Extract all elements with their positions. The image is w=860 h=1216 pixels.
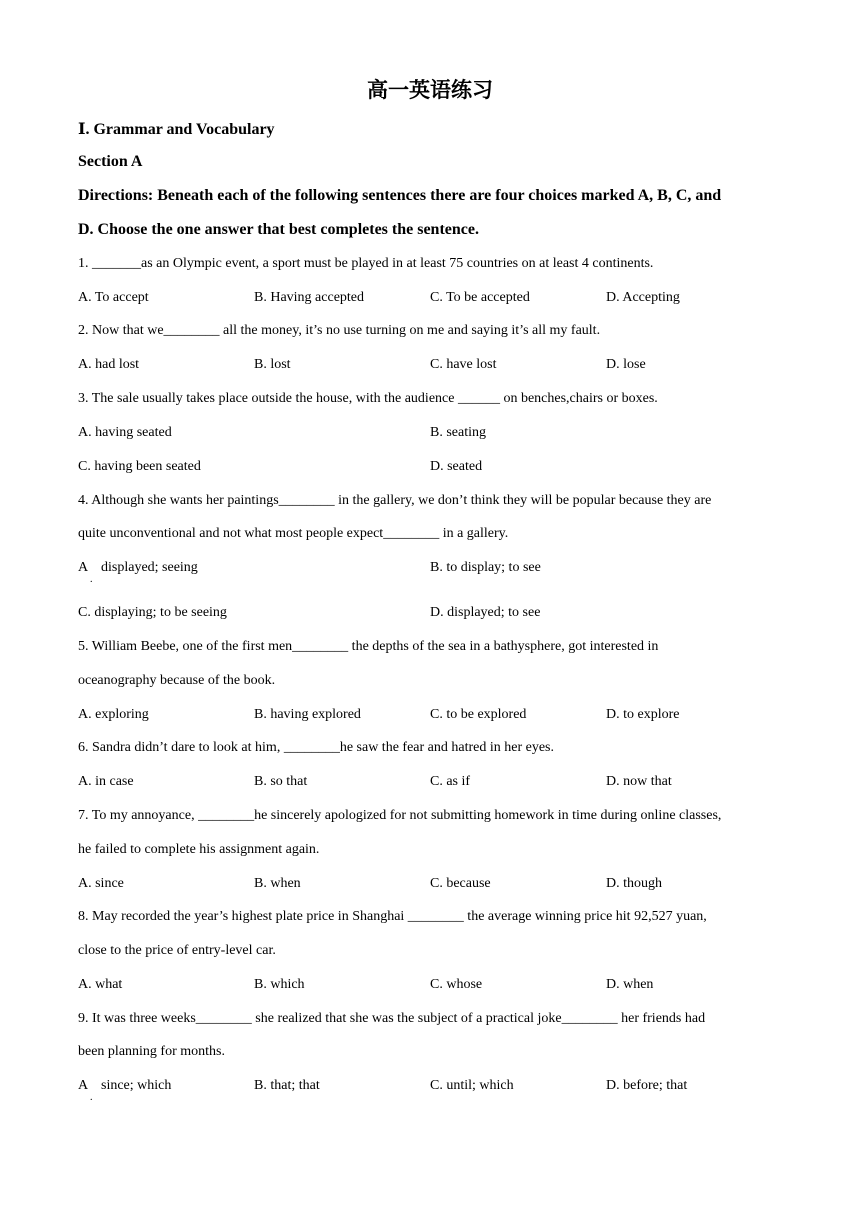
question-1-option-a: A. To accept [78, 290, 149, 305]
question-8-option-c: C. whose [430, 977, 483, 992]
question-1-option-b: B. Having accepted [254, 290, 365, 305]
question-3-text: 3. The sale usually takes place outside the house, with the audience ______ on benches,chairs or boxes. [78, 391, 658, 406]
part-heading: Ⅰ. Grammar and Vocabulary [78, 121, 275, 138]
question-9-option-a-dot: . [90, 1092, 93, 1103]
question-4-option-c: C. displaying; to be seeing [78, 605, 227, 620]
question-5-text-line-2: oceanography because of the book. [78, 673, 276, 688]
question-8-text-line-1: 8. May recorded the year’s highest plate price in Shanghai ________ the average winning price hit 92,527 yuan, [78, 909, 707, 924]
question-6-text: 6. Sandra didn’t dare to look at him, ________he saw the fear and hatred in her eyes. [78, 740, 554, 755]
question-3-option-a: A. having seated [78, 425, 172, 440]
question-7-option-a: A. since [78, 876, 124, 891]
question-4-text-line-1: 4. Although she wants her paintings________ in the gallery, we don’t think they will be popular because they are [78, 493, 712, 508]
page-title: 高一英语练习 [367, 78, 493, 102]
question-4-option-d: D. displayed; to see [430, 605, 541, 620]
question-2-option-d: D. lose [606, 357, 646, 372]
question-2-option-c: C. have lost [430, 357, 497, 372]
question-6-option-d: D. now that [606, 774, 672, 789]
question-8-option-b: B. which [254, 977, 305, 992]
question-2-option-b: B. lost [254, 357, 291, 372]
question-8-text-line-2: close to the price of entry-level car. [78, 943, 276, 958]
question-9-option-d: D. before; that [606, 1078, 688, 1093]
question-7-option-c: C. because [430, 876, 491, 891]
question-7-option-d: D. though [606, 876, 662, 891]
question-9-text-line-1: 9. It was three weeks________ she realized that she was the subject of a practical joke________ her friends had [78, 1011, 706, 1026]
question-4-option-a-text: displayed; seeing [101, 560, 198, 575]
question-7-text-line-2: he failed to complete his assignment again. [78, 842, 320, 857]
question-5-option-b: B. having explored [254, 707, 361, 722]
question-7-text-line-1: 7. To my annoyance, ________he sincerely apologized for not submitting homework in time during online classes, [78, 808, 722, 823]
question-6-option-b: B. so that [254, 774, 308, 789]
question-3-option-d: D. seated [430, 459, 483, 474]
question-4-option-b: B. to display; to see [430, 560, 541, 575]
question-1-text: 1. _______as an Olympic event, a sport must be played in at least 75 countries on at least 4 continents. [78, 256, 654, 271]
question-3-option-c: C. having been seated [78, 459, 201, 474]
question-9-option-a-text: since; which [101, 1078, 172, 1093]
question-5-option-c: C. to be explored [430, 707, 527, 722]
question-9-option-a-letter: A [78, 1078, 89, 1093]
question-4-option-a-dot: . [90, 574, 93, 585]
question-5-text-line-1: 5. William Beebe, one of the first men________ the depths of the sea in a bathysphere, got interested in [78, 639, 659, 654]
question-5-option-a: A. exploring [78, 707, 149, 722]
question-8-option-a: A. what [78, 977, 123, 992]
question-9-option-c: C. until; which [430, 1078, 514, 1093]
section-heading: Section A [78, 153, 143, 170]
question-6-option-a: A. in case [78, 774, 134, 789]
question-9-option-b: B. that; that [254, 1078, 320, 1093]
question-2-option-a: A. had lost [78, 357, 140, 372]
question-6-option-c: C. as if [430, 774, 471, 789]
question-4-text-line-2: quite unconventional and not what most people expect________ in a gallery. [78, 526, 509, 541]
question-1-option-d: D. Accepting [606, 290, 680, 305]
question-2-text: 2. Now that we________ all the money, it’s no use turning on me and saying it’s all my fault. [78, 323, 601, 338]
question-1-option-c: C. To be accepted [430, 290, 530, 305]
question-3-option-b: B. seating [430, 425, 486, 440]
question-8-option-d: D. when [606, 977, 654, 992]
question-4-option-a-letter: A [78, 560, 89, 575]
question-9-text-line-2: been planning for months. [78, 1044, 225, 1059]
question-7-option-b: B. when [254, 876, 301, 891]
directions-line-2: D. Choose the one answer that best completes the sentence. [78, 221, 479, 238]
question-5-option-d: D. to explore [606, 707, 680, 722]
directions-line-1: Directions: Beneath each of the following sentences there are four choices marked A, B, C, and [78, 187, 722, 204]
